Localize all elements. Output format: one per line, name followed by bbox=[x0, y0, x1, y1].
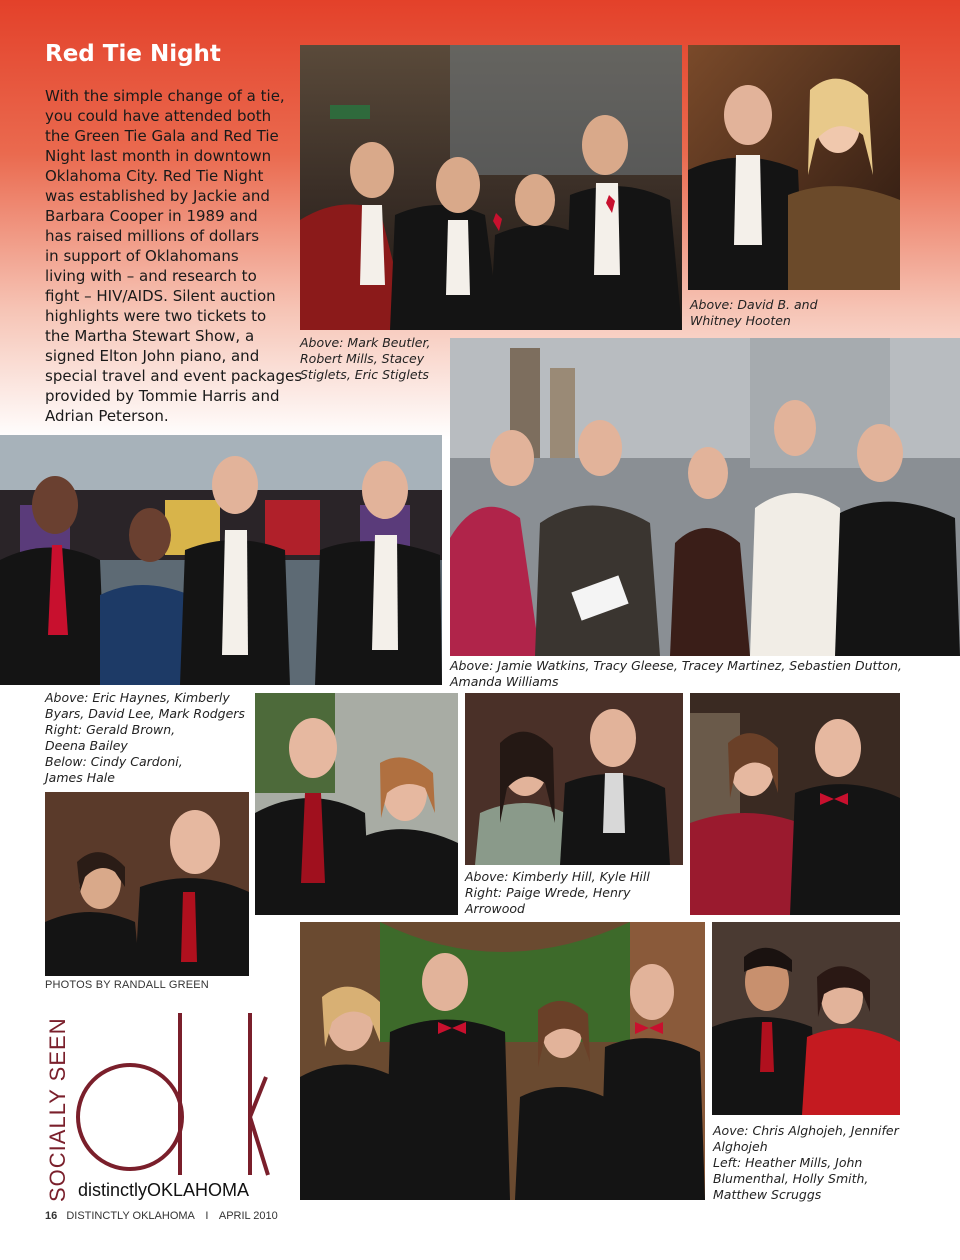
section-label: SOCIALLY SEEN bbox=[45, 1017, 70, 1202]
ok-logo-icon bbox=[70, 1005, 270, 1185]
logo-wordmark: distinctlyOKLAHOMA bbox=[78, 1180, 250, 1200]
intro-line: provided by Tommie Harris and bbox=[45, 387, 280, 405]
caption-hooten: Above: David B. and Whitney Hooten bbox=[690, 297, 818, 328]
intro-line: highlights were two tickets to bbox=[45, 307, 267, 325]
intro-line: signed Elton John piano, and bbox=[45, 347, 260, 365]
page-number: 16 bbox=[45, 1210, 58, 1222]
photo-wrede-arrowood bbox=[690, 693, 900, 915]
photo-cardoni-hale bbox=[45, 792, 249, 976]
intro-line: you could have attended both bbox=[45, 107, 272, 125]
intro-line: has raised millions of dollars bbox=[45, 227, 260, 245]
article-title: Red Tie Night bbox=[45, 41, 221, 67]
intro-line: With the simple change of a tie, bbox=[45, 87, 285, 105]
article-intro bbox=[45, 86, 303, 426]
caption-haynes: Above: Eric Haynes, Kimberly Byars, David Lee, Mark Rodgers Right: Gerald Brown, Deena Bailey Below: Cindy Cardoni, James Hale bbox=[45, 690, 245, 785]
intro-line: Barbara Cooper in 1989 and bbox=[45, 207, 258, 225]
intro-line: Night last month in downtown bbox=[45, 147, 272, 165]
photo-hooten bbox=[688, 45, 900, 290]
caption-hill: Above: Kimberly Hill, Kyle Hill Right: Paige Wrede, Henry Arrowood bbox=[465, 869, 650, 916]
photo-alghojeh bbox=[712, 922, 900, 1115]
publication-name: DISTINCTLY OKLAHOMA bbox=[66, 1210, 195, 1222]
intro-line: in support of Oklahomans bbox=[45, 247, 239, 265]
photo-credit: PHOTOS BY RANDALL GREEN bbox=[45, 979, 209, 991]
issue-date: APRIL 2010 bbox=[218, 1210, 278, 1222]
intro-line: the Green Tie Gala and Red Tie bbox=[45, 127, 279, 145]
caption-watkins: Above: Jamie Watkins, Tracy Gleese, Tracey Martinez, Sebastien Dutton, Amanda Williams bbox=[450, 658, 902, 689]
footer-separator: I bbox=[205, 1210, 209, 1222]
caption-alghojeh: Aove: Chris Alghojeh, Jennifer Alghojeh Left: Heather Mills, John Blumenthal, Holly Smith, Matthew Scruggs bbox=[713, 1123, 899, 1202]
caption-beutler: Above: Mark Beutler, Robert Mills, Stacey Stiglets, Eric Stiglets bbox=[300, 335, 431, 382]
intro-line: special travel and event packages bbox=[45, 367, 303, 385]
intro-line: the Martha Stewart Show, a bbox=[45, 327, 255, 345]
photo-beutler-group bbox=[300, 45, 682, 330]
photo-mills-group bbox=[300, 922, 705, 1200]
intro-line: fight – HIV/AIDS. Silent auction bbox=[45, 287, 276, 305]
page-footer bbox=[45, 1210, 278, 1222]
intro-line: living with – and research to bbox=[45, 267, 257, 285]
photo-watkins-group bbox=[450, 338, 960, 656]
intro-line: Oklahoma City. Red Tie Night bbox=[45, 167, 264, 185]
photo-hill bbox=[465, 693, 683, 865]
intro-line: was established by Jackie and bbox=[45, 187, 270, 205]
photo-brown-bailey bbox=[255, 693, 458, 915]
intro-line: Adrian Peterson. bbox=[45, 407, 169, 425]
photo-haynes-group bbox=[0, 435, 442, 685]
